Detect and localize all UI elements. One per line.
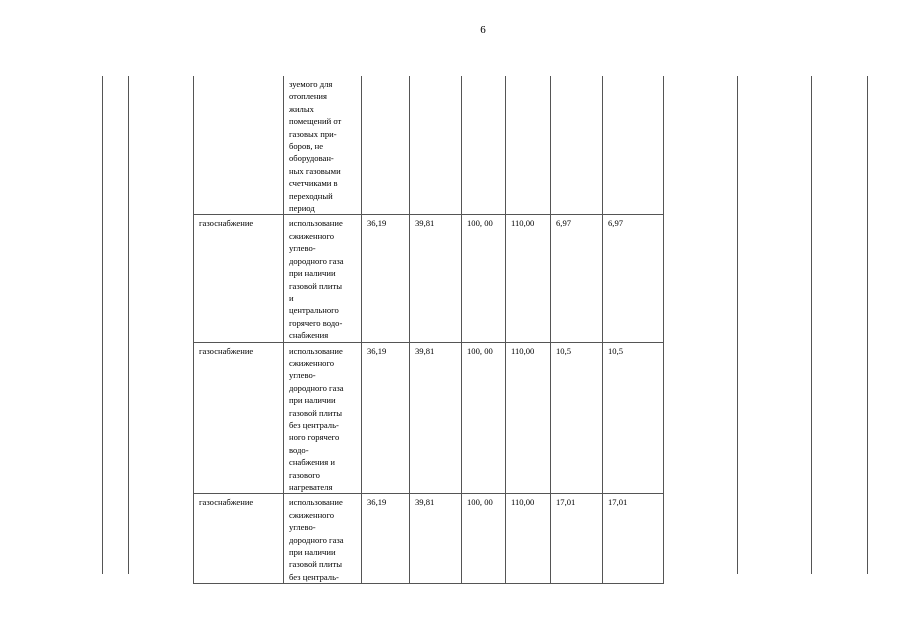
value-cell: 6,97	[603, 215, 664, 342]
value-cell	[410, 76, 462, 215]
value-cell: 17,01	[603, 494, 664, 584]
column-rule	[737, 76, 738, 574]
value-cell	[462, 76, 506, 215]
table-row	[194, 342, 664, 494]
value-cell: 39,81	[410, 342, 462, 494]
service-cell: газоснабжение	[194, 342, 284, 494]
value-cell: 39,81	[410, 494, 462, 584]
value-cell	[362, 76, 410, 215]
table-row	[194, 494, 664, 584]
value-cell: 36,19	[362, 342, 410, 494]
value-cell	[506, 76, 551, 215]
service-cell	[194, 76, 284, 215]
value-cell: 10,5	[603, 342, 664, 494]
table-row	[194, 215, 664, 342]
column-rule	[128, 76, 129, 574]
table-row	[194, 76, 664, 215]
value-cell: 100, 00	[462, 342, 506, 494]
description-cell: использование сжиженного углево- дородного газа при наличии газовой плиты без централь- ного горячего водо- снабжения и газового нагревателя	[284, 342, 362, 494]
description-cell: зуемого для отопления жилых помещений от газовых при- боров, не оборудован- ных газовыми счетчиками в переходный период	[284, 76, 362, 215]
value-cell: 36,19	[362, 494, 410, 584]
column-rule	[811, 76, 812, 574]
value-cell: 110,00	[506, 342, 551, 494]
value-cell	[603, 76, 664, 215]
value-cell: 36,19	[362, 215, 410, 342]
service-cell: газоснабжение	[194, 215, 284, 342]
value-cell	[551, 76, 603, 215]
value-cell: 100, 00	[462, 494, 506, 584]
description-cell: использование сжиженного углево- дородного газа при наличии газовой плиты и центрального горячего водо- снабжения	[284, 215, 362, 342]
service-cell: газоснабжение	[194, 494, 284, 584]
value-cell: 10,5	[551, 342, 603, 494]
value-cell: 39,81	[410, 215, 462, 342]
value-cell: 100, 00	[462, 215, 506, 342]
description-cell: использование сжиженного углево- дородного газа при наличии газовой плиты без централь-	[284, 494, 362, 584]
value-cell: 110,00	[506, 215, 551, 342]
column-rule	[867, 76, 868, 574]
tariff-table	[193, 76, 664, 584]
page-number: 6	[480, 24, 486, 36]
column-rule	[102, 76, 103, 574]
value-cell: 6,97	[551, 215, 603, 342]
value-cell: 17,01	[551, 494, 603, 584]
value-cell: 110,00	[506, 494, 551, 584]
